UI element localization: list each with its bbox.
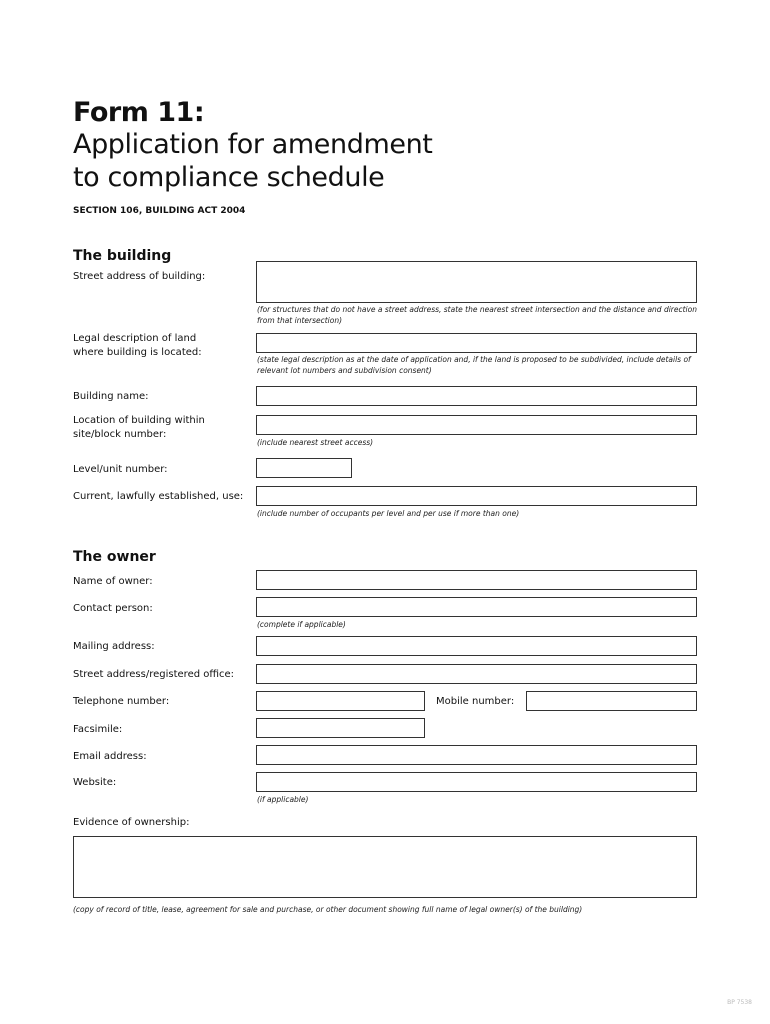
mailing-address-field[interactable] (256, 636, 697, 656)
telephone-field[interactable] (256, 691, 425, 711)
contact-person-label: Contact person: (73, 603, 153, 614)
building-name-label: Building name: (73, 391, 149, 402)
website-label: Website: (73, 777, 117, 788)
owner-name-label: Name of owner: (73, 576, 153, 587)
mobile-label: Mobile number: (436, 696, 515, 707)
legal-description-hint: (state legal description as at the date of application and, if the land is proposed to be subdivided, include details of relevant lot numbers and subdivision consent) (257, 355, 691, 375)
building-heading: The building (73, 248, 172, 264)
location-label (73, 414, 205, 442)
location-hint: (include nearest street access) (257, 438, 374, 447)
location-label-line1: Location of building within (73, 415, 205, 426)
street-address-field[interactable] (256, 261, 697, 303)
section-reference: SECTION 106, BUILDING ACT 2004 (73, 206, 246, 216)
building-name-field[interactable] (256, 386, 697, 406)
website-hint: (if applicable) (257, 795, 309, 804)
contact-person-field[interactable] (256, 597, 697, 617)
street-address-hint: (for structures that do not have a street address, state the nearest street intersection and the distance and direction from that intersection) (257, 305, 697, 325)
form-number: Form 11: (73, 97, 205, 128)
page-title-line2: to compliance schedule (73, 162, 385, 193)
website-field[interactable] (256, 772, 697, 792)
level-unit-field[interactable] (256, 458, 352, 478)
legal-description-label (73, 332, 202, 360)
owner-name-field[interactable] (256, 570, 697, 590)
street-address-label: Street address of building: (73, 271, 206, 282)
facsimile-field[interactable] (256, 718, 425, 738)
location-field[interactable] (256, 415, 697, 435)
facsimile-label: Facsimile: (73, 724, 123, 735)
mailing-address-label: Mailing address: (73, 641, 155, 652)
current-use-field[interactable] (256, 486, 697, 506)
current-use-label: Current, lawfully established, use: (73, 491, 244, 502)
legal-description-field[interactable] (256, 333, 697, 353)
evidence-field[interactable] (73, 836, 697, 898)
location-label-line2: site/block number: (73, 429, 167, 440)
evidence-label: Evidence of ownership: (73, 817, 190, 828)
mobile-field[interactable] (526, 691, 697, 711)
form-code: BP 7538 (727, 999, 752, 1006)
telephone-label: Telephone number: (73, 696, 170, 707)
owner-street-address-field[interactable] (256, 664, 697, 684)
owner-street-address-label: Street address/registered office: (73, 669, 235, 680)
contact-person-hint: (complete if applicable) (257, 620, 346, 629)
legal-description-label-line2: where building is located: (73, 347, 202, 358)
email-field[interactable] (256, 745, 697, 765)
legal-description-label-line1: Legal description of land (73, 333, 197, 344)
page-title (73, 128, 432, 194)
owner-heading: The owner (73, 549, 156, 565)
current-use-hint: (include number of occupants per level and per use if more than one) (257, 509, 520, 518)
evidence-hint: (copy of record of title, lease, agreement for sale and purchase, or other document showing full name of legal owner(s) of the building) (73, 905, 583, 914)
level-unit-label: Level/unit number: (73, 464, 168, 475)
email-label: Email address: (73, 751, 147, 762)
page-title-line1: Application for amendment (73, 129, 433, 160)
